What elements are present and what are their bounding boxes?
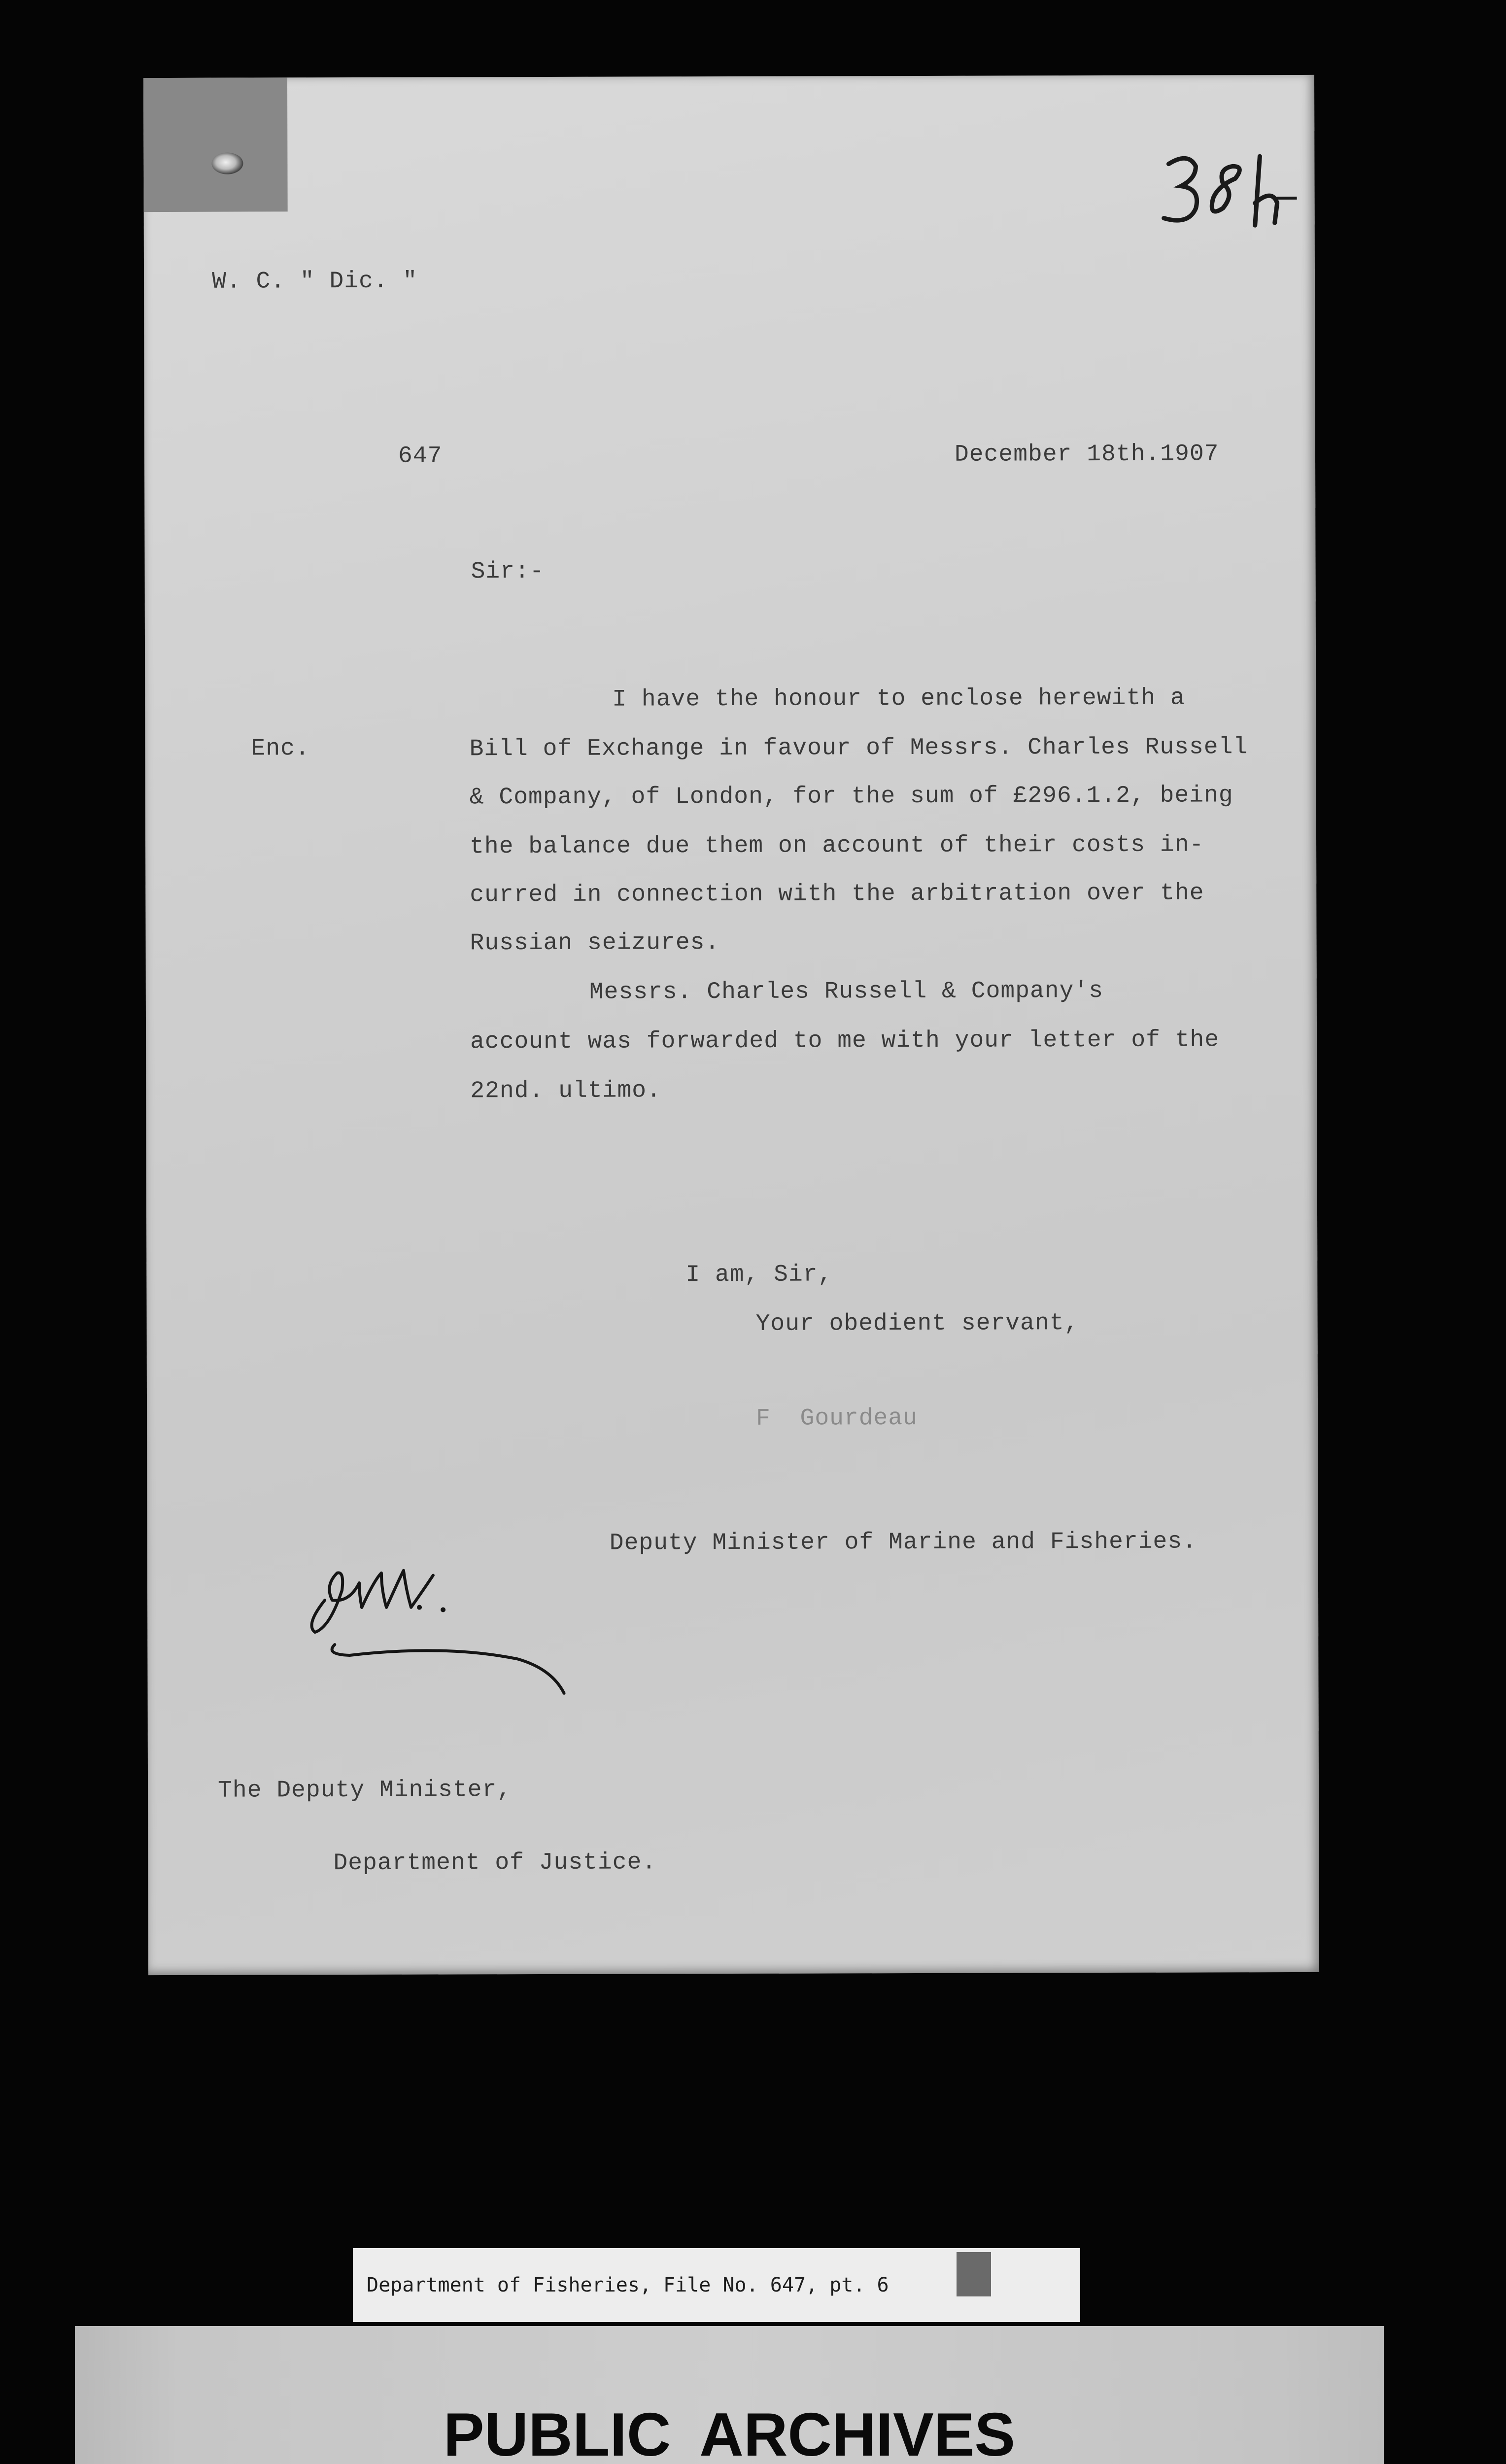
signer-title: Deputy Minister of Marine and Fisheries.	[609, 1528, 1198, 1557]
addressee-line: Department of Justice.	[333, 1849, 657, 1877]
typed-signature: F Gourdeau	[756, 1405, 918, 1432]
pin-hole	[211, 153, 243, 174]
body-line: 22nd. ultimo.	[470, 1077, 661, 1105]
body-line: I have the honour to enclose herewith a	[612, 684, 1185, 713]
slip-mark	[957, 2252, 991, 2296]
file-reference-slip	[353, 2248, 1080, 2322]
body-line: curred in connection with the arbitration over the	[470, 880, 1204, 909]
body-line: the balance due them on account of their costs in-	[469, 831, 1204, 860]
header-reference: W. C. " Dic. "	[211, 268, 418, 295]
body-line: Bill of Exchange in favour of Messrs. Charles Russell	[469, 734, 1248, 763]
archives-stamp	[75, 2326, 1384, 2464]
body-line: Russian seizures.	[470, 929, 720, 957]
body-line: & Company, of London, for the sum of £296.1.2, being	[469, 782, 1233, 811]
addressee-line: The Deputy Minister,	[217, 1777, 512, 1804]
letter-date: December 18th.1907	[954, 441, 1219, 468]
salutation: Sir:-	[471, 558, 545, 585]
stamp-line-english: PUBLIC ARCHIVES	[443, 2401, 1016, 2464]
corner-tab	[143, 77, 288, 212]
closing-line: I am, Sir,	[685, 1261, 833, 1289]
file-reference-text: Department of Fisheries, File No. 647, pt. 6	[367, 2274, 889, 2296]
handwritten-initials	[295, 1526, 631, 1724]
body-line: Messrs. Charles Russell & Company's	[589, 978, 1104, 1006]
folio-number-handwritten	[1149, 144, 1297, 243]
body-line: account was forwarded to me with your letter of the	[470, 1027, 1220, 1056]
file-number: 647	[398, 443, 443, 470]
closing-line: Your obedient servant,	[755, 1310, 1079, 1337]
margin-note-enclosure: Enc.	[251, 735, 310, 762]
letter-page	[143, 75, 1319, 1975]
